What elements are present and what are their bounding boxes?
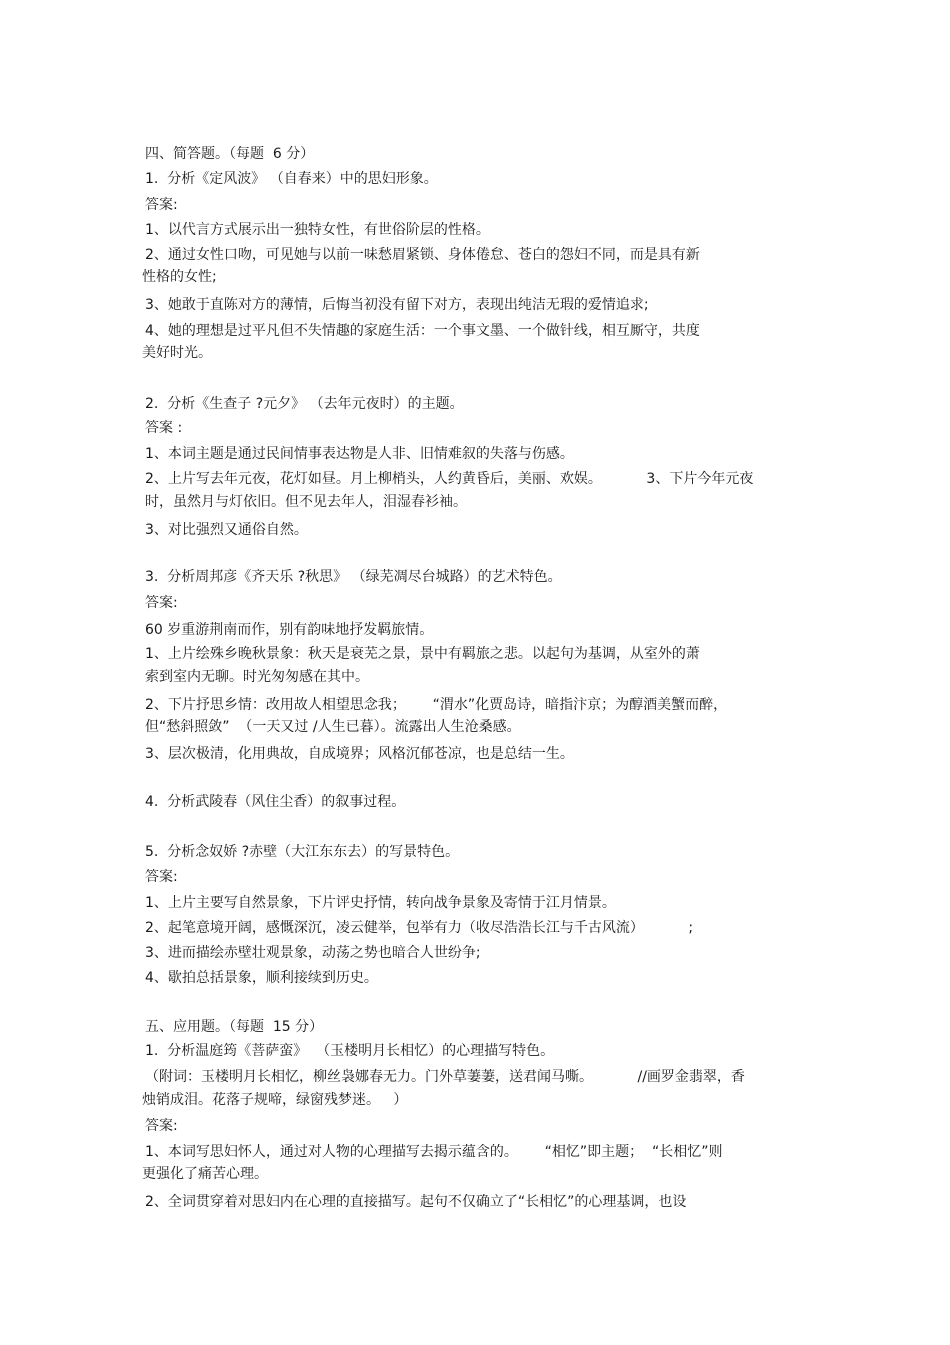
answer-line: 1、上片主要写自然景象，下片评史抒情，转向战争景象及寄情于江月情景。 (145, 895, 616, 911)
answer-line: 但“愁斜照敛” （一天又过 /人生已暮）。流露出人生沧桑感。 (145, 719, 521, 735)
answer-label: 答案: (145, 595, 178, 611)
answer-label: 答案: (145, 197, 178, 213)
answer-line: 3、进而描绘赤壁壮观景象，动荡之势也暗合人世纷争; (145, 945, 481, 961)
answer-line: 2、通过女性口吻，可见她与以前一味愁眉紧锁、身体倦怠、苍白的怨妇不同，而是具有新 (145, 247, 700, 263)
question-title: 1. 分析温庭筠《菩萨蛮》 （玉楼明月长相忆）的心理描写特色。 (145, 1043, 555, 1059)
answer-line: 索到室内无聊。时光匆匆感在其中。 (145, 669, 369, 685)
answer-line: 美好时光。 (142, 345, 212, 361)
answer-line: 2、起笔意境开阔，感慨深沉，凌云健举，包举有力（收尽浩浩长江与千古风流） ; (145, 920, 694, 936)
question-title: 3. 分析周邦彦《齐天乐 ?秋思》 （绿芜凋尽台城路）的艺术特色。 (145, 569, 562, 585)
answer-label: 答案: (145, 869, 178, 885)
answer-line: 60 岁重游荆南而作，别有韵味地抒发羁旅情。 (145, 622, 434, 638)
answer-line: 2、下片抒思乡情：改用故人相望思念我； “渭水”化贾岛诗，暗指汴京；为醇酒美蟹而醉， (145, 697, 728, 713)
question-title: 4. 分析武陵春（风住尘香）的叙事过程。 (145, 794, 406, 810)
answer-line: 4、歇拍总括景象，顺利接续到历史。 (145, 970, 378, 986)
answer-line: 1、本词写思妇怀人，通过对人物的心理描写去揭示蕴含的。 “相忆”即主题； “长相忆”则 (145, 1144, 723, 1160)
section-heading: 五、应用题。（每题 15 分） (145, 1019, 324, 1035)
question-title: 5. 分析念奴娇 ?赤壁（大江东东去）的写景特色。 (145, 844, 460, 860)
answer-label: 答案 : (145, 420, 183, 436)
answer-line: 1、以代言方式展示出一独特女性，有世俗阶层的性格。 (145, 222, 490, 238)
section-heading: 四、简答题。（每题 6 分） (145, 146, 315, 162)
attached-poem: 烛销成泪。花落子规啼，绿窗残梦迷。 ） (142, 1092, 408, 1108)
answer-line: 时，虽然月与灯依旧。但不见去年人，泪湿春衫袖。 (145, 494, 467, 510)
answer-line: 1、上片绘殊乡晚秋景象：秋天是衰芜之景，景中有羁旅之悲。以起句为基调，从室外的萧 (145, 646, 700, 662)
answer-line: 性格的女性; (142, 269, 217, 285)
answer-line: 1、本词主题是通过民间情事表达物是人非、旧情难叙的失落与伤感。 (145, 446, 574, 462)
answer-label: 答案: (145, 1118, 178, 1134)
attached-poem: （附词：玉楼明月长相忆，柳丝袅娜春无力。门外草萋萋，送君闻马嘶。 //画罗金翡翠，香 (145, 1069, 745, 1085)
answer-line: 3、对比强烈又通俗自然。 (145, 522, 308, 538)
answer-line: 更强化了痛苦心理。 (142, 1166, 268, 1182)
question-title: 1. 分析《定风波》 （自春来）中的思妇形象。 (145, 171, 438, 187)
answer-line: 4、她的理想是过平凡但不失情趣的家庭生活：一个事文墨、一个做针线，相互厮守，共度 (145, 323, 700, 339)
answer-line: 2、上片写去年元夜，花灯如昼。月上柳梢头，人约黄昏后，美丽、欢娱。 3、下片今年元夜 (145, 471, 754, 487)
question-title: 2. 分析《生查子 ?元夕》 （去年元夜时）的主题。 (145, 396, 464, 412)
answer-line: 2、全词贯穿着对思妇内在心理的直接描写。起句不仅确立了“长相忆”的心理基调，也设 (145, 1194, 687, 1210)
answer-line: 3、层次极清，化用典故，自成境界；风格沉郁苍凉，也是总结一生。 (145, 746, 574, 762)
answer-line: 3、她敢于直陈对方的薄情，后悔当初没有留下对方，表现出纯洁无瑕的爱情追求; (145, 297, 649, 313)
